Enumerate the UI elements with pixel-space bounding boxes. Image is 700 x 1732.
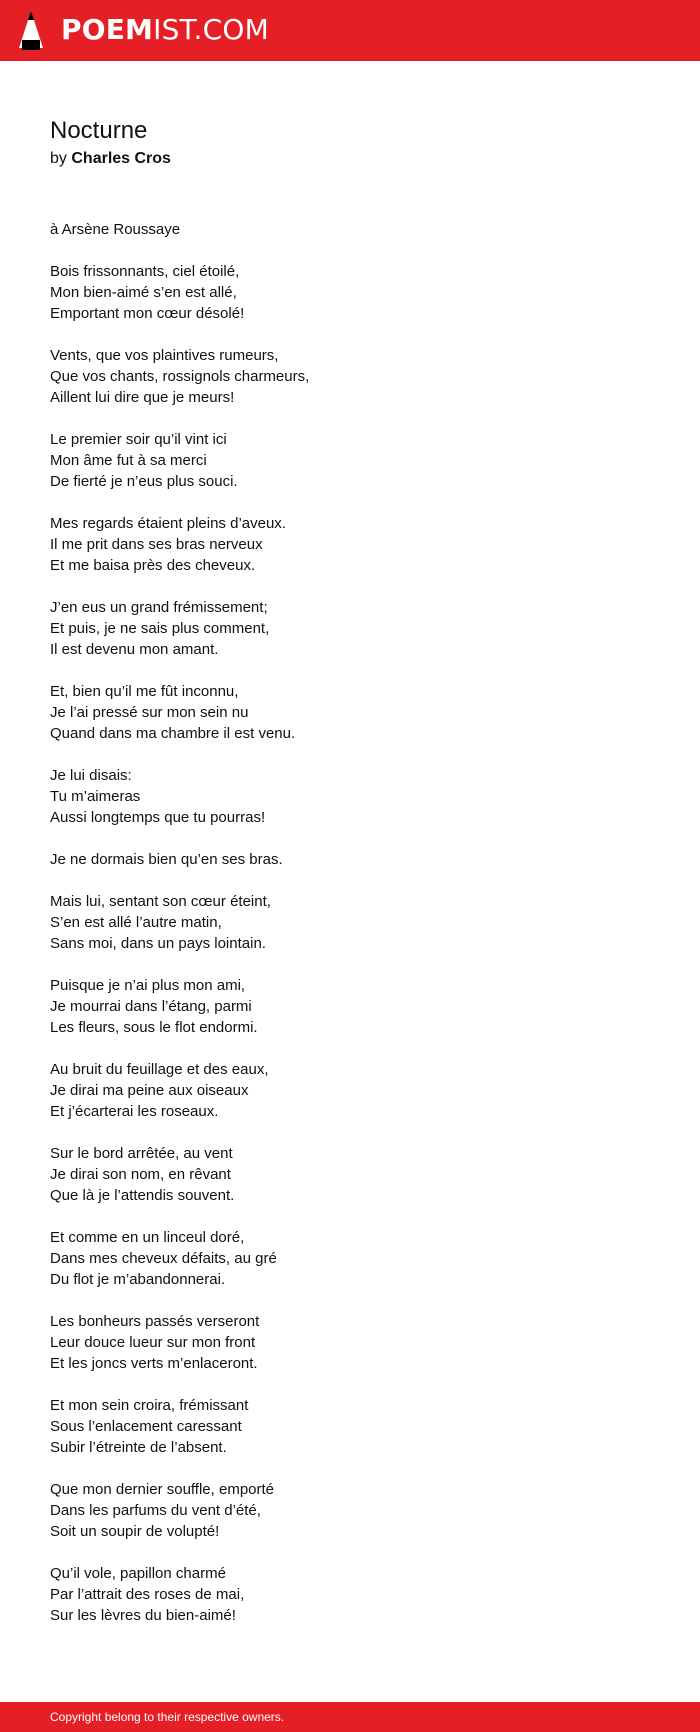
site-header [0, 0, 700, 61]
poem-line: J’en eus un grand frémissement; [50, 599, 268, 616]
poem-line: Mon bien-aimé s’en est allé, [50, 284, 237, 301]
stanza-list [50, 261, 650, 1626]
poem-line: Je l’ai pressé sur mon sein nu [50, 704, 249, 721]
poem-line: Et les joncs verts m’enlaceront. [50, 1355, 258, 1372]
poem-line: Je lui disais: [50, 767, 132, 784]
stanza [50, 1479, 650, 1542]
poem-line: Je mourrai dans l’étang, parmi [50, 998, 252, 1015]
poem-line: Mais lui, sentant son cœur éteint, [50, 893, 271, 910]
logo-text-bold: POEM [61, 13, 154, 46]
poem-line: Vents, que vos plaintives rumeurs, [50, 347, 279, 364]
poem-line: Que là je l’attendis souvent. [50, 1187, 235, 1204]
poem-line: Leur douce lueur sur mon front [50, 1334, 256, 1351]
poem-line: Dans les parfums du vent d’été, [50, 1502, 261, 1519]
stanza [50, 765, 650, 828]
poem-line: Les bonheurs passés verseront [50, 1313, 260, 1330]
stanza [50, 1563, 650, 1626]
poem-line: Au bruit du feuillage et des eaux, [50, 1061, 269, 1078]
poem-line: Dans mes cheveux défaits, au gré [50, 1250, 277, 1267]
poem-line: Et mon sein croira, frémissant [50, 1397, 249, 1414]
stanza [50, 975, 650, 1038]
poem-line: Que mon dernier souffle, emporté [50, 1481, 275, 1498]
poem-line: Je dirai son nom, en rêvant [50, 1166, 231, 1183]
poem-line: Je ne dormais bien qu’en ses bras. [50, 851, 283, 868]
stanza [50, 429, 650, 492]
site-footer [0, 1702, 700, 1732]
poem-body [50, 219, 650, 1647]
poem-line: Et, bien qu’il me fût inconnu, [50, 683, 239, 700]
poem-line: Quand dans ma chambre il est venu. [50, 725, 296, 742]
stanza [50, 513, 650, 576]
site-logo[interactable] [61, 11, 269, 49]
poem-line: Soit un soupir de volupté! [50, 1523, 220, 1540]
stanza [50, 261, 650, 324]
stanza [50, 849, 650, 870]
poem-line: Et j’écarterai les roseaux. [50, 1103, 219, 1120]
poem-line: Aillent lui dire que je meurs! [50, 389, 235, 406]
poem-line: Subir l’étreinte de l’absent. [50, 1439, 227, 1456]
poem-line: Je dirai ma peine aux oiseaux [50, 1082, 249, 1099]
poem-line: Puisque je n’ai plus mon ami, [50, 977, 246, 994]
poem-line: Sous l’enlacement caressant [50, 1418, 242, 1435]
poem-line: Mes regards étaient pleins d’aveux. [50, 515, 286, 532]
copyright-notice: Copyright belong to their respective owners. [50, 1710, 285, 1724]
poem-title: Nocturne [50, 117, 148, 144]
poem-line: Par l’attrait des roses de mai, [50, 1586, 245, 1603]
poem-line: Tu m’aimeras [50, 788, 141, 805]
poem-line: S’en est allé l’autre matin, [50, 914, 222, 931]
stanza [50, 1311, 650, 1374]
poem-line: Que vos chants, rossignols charmeurs, [50, 368, 310, 385]
poem-line: Et comme en un linceul doré, [50, 1229, 245, 1246]
poem-line: Du flot je m’abandonnerai. [50, 1271, 226, 1288]
stanza [50, 1143, 650, 1206]
poem-line: Sans moi, dans un pays lointain. [50, 935, 266, 952]
poem-line: Qu’il vole, papillon charmé [50, 1565, 226, 1582]
poem-line: Mon âme fut à sa merci [50, 452, 207, 469]
stanza [50, 681, 650, 744]
dedication: à Arsène Roussaye [50, 221, 181, 238]
stanza [50, 1059, 650, 1122]
author-name: Charles Cros [71, 150, 171, 167]
stanza [50, 597, 650, 660]
byline [50, 149, 171, 169]
poem-line: Emportant mon cœur désolé! [50, 305, 245, 322]
poem-line: Et puis, je ne sais plus comment, [50, 620, 270, 637]
poem-line: Il me prit dans ses bras nerveux [50, 536, 263, 553]
logo-text-light: IST.COM [153, 13, 269, 46]
pencil-icon[interactable] [18, 10, 44, 52]
by-prefix: by [50, 150, 67, 167]
poem-line: Les fleurs, sous le flot endormi. [50, 1019, 258, 1036]
poem-line: Sur les lèvres du bien-aimé! [50, 1607, 236, 1624]
poem-line: Aussi longtemps que tu pourras! [50, 809, 266, 826]
poem-line: De fierté je n’eus plus souci. [50, 473, 238, 490]
poem-line: Le premier soir qu’il vint ici [50, 431, 227, 448]
stanza [50, 1227, 650, 1290]
stanza [50, 891, 650, 954]
poem-line: Bois frissonnants, ciel étoilé, [50, 263, 240, 280]
stanza [50, 345, 650, 408]
poem-line: Sur le bord arrêtée, au vent [50, 1145, 233, 1162]
poem-line: Et me baisa près des cheveux. [50, 557, 256, 574]
stanza [50, 1395, 650, 1458]
poem-line: Il est devenu mon amant. [50, 641, 219, 658]
